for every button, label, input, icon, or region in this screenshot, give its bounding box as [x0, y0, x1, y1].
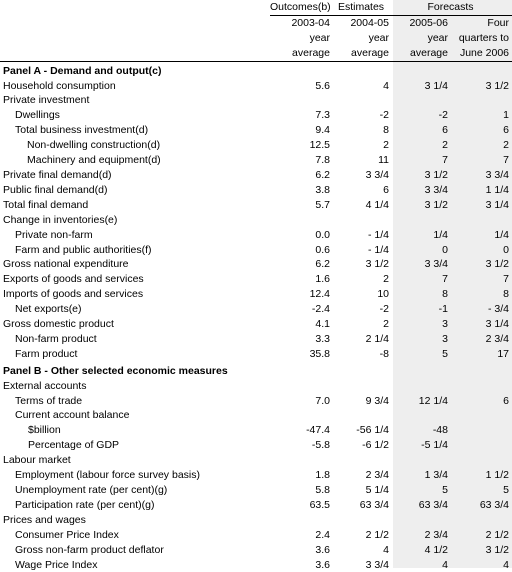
- row-value-col3: [392, 513, 451, 528]
- row-value-col1: -5.8: [311, 439, 330, 452]
- row-value-col2: [333, 453, 392, 468]
- row-value-col4: [451, 213, 512, 228]
- table-row: [0, 513, 512, 528]
- table-row: [0, 332, 512, 347]
- header-row-mid: [0, 31, 512, 46]
- row-value-col2: -6 1/2: [362, 439, 389, 452]
- row-value-col4: 3 3/4: [485, 168, 510, 181]
- row-value-col2: -2: [379, 109, 389, 122]
- row-value-col4: 63 3/4: [479, 498, 510, 511]
- row-value-col2: 11: [378, 154, 389, 167]
- row-value-col4: 7: [503, 273, 510, 286]
- row-label: External accounts: [3, 379, 87, 392]
- row-value-col3: 3 1/4: [424, 79, 448, 92]
- row-label: Farm and public authorities(f): [15, 243, 152, 256]
- row-value-col3: [392, 213, 451, 228]
- row-value-col1: 2.4: [315, 528, 330, 541]
- row-value-col3: [392, 453, 451, 468]
- row-value-col1: 3.8: [315, 183, 330, 196]
- row-value-col4: [451, 408, 512, 423]
- row-value-col4: 6: [503, 124, 510, 137]
- table-row: [0, 287, 512, 302]
- row-value-col1: 6.2: [315, 168, 330, 181]
- row-value-col2: 4 1/4: [365, 198, 389, 211]
- table-row: [0, 528, 512, 543]
- row-value-col1: 7.3: [315, 109, 330, 122]
- row-value-col2: 63 3/4: [359, 498, 389, 511]
- outcomes-header: Outcomes(b): [270, 0, 333, 15]
- row-value-col1: 1.8: [315, 469, 330, 482]
- row-label: Farm product: [15, 347, 78, 360]
- row-value-col2: 2 1/2: [365, 528, 389, 541]
- row-value-col4: 1/4: [494, 228, 510, 241]
- row-value-col3: 3: [442, 332, 448, 345]
- col2-bot: average: [333, 46, 392, 61]
- row-value-col1: [270, 453, 333, 468]
- row-value-col4: [451, 423, 512, 438]
- col1-year: 2003-04: [291, 16, 330, 29]
- row-value-col4: 1 1/2: [485, 469, 510, 482]
- row-label: Unemployment rate (per cent)(g): [15, 484, 168, 496]
- table-row: [0, 257, 512, 272]
- table-row: [0, 79, 512, 94]
- row-value-col2: 2 1/4: [365, 332, 389, 345]
- row-value-col4: 17: [497, 347, 510, 360]
- row-value-col4: - 3/4: [488, 303, 510, 316]
- row-value-col1: -47.4: [306, 424, 330, 437]
- row-value-col3: 4: [442, 558, 448, 571]
- panel-b-title: Panel B - Other selected economic measures: [3, 364, 228, 377]
- row-value-col2: 2: [383, 273, 389, 286]
- row-value-col1: [270, 379, 333, 394]
- row-value-col1: 7.8: [315, 154, 330, 167]
- row-value-col4: 2 1/2: [485, 528, 510, 541]
- row-label: Terms of trade: [15, 394, 83, 407]
- row-value-col3: [392, 379, 451, 394]
- row-value-col3: -48: [432, 424, 448, 437]
- row-label: Gross domestic product: [3, 318, 114, 331]
- row-value-col4: 2: [503, 139, 510, 152]
- row-value-col4: 0: [503, 243, 510, 256]
- table-row: [0, 468, 512, 483]
- row-value-col2: 3 1/2: [365, 258, 389, 271]
- row-value-col4: 1 1/4: [485, 183, 510, 196]
- row-label: Exports of goods and services: [3, 273, 144, 286]
- row-value-col2: -56 1/4: [356, 424, 389, 437]
- row-value-col1: 9.4: [315, 124, 330, 137]
- table-row: [0, 243, 512, 258]
- row-value-col1: 0.0: [315, 228, 330, 241]
- row-label: Wage Price Index: [15, 558, 98, 571]
- row-value-col4: [451, 453, 512, 468]
- row-value-col4: 2 3/4: [485, 332, 510, 345]
- table-row: [0, 453, 512, 468]
- row-value-col2: -2: [379, 303, 389, 316]
- table-row: [0, 394, 512, 409]
- row-value-col4: 3 1/2: [485, 79, 510, 92]
- row-label: Dwellings: [15, 109, 60, 122]
- col1-mid: year: [309, 31, 330, 44]
- row-value-col4: 5: [503, 484, 510, 496]
- row-value-col3: -1: [438, 303, 448, 316]
- row-label: Private non-farm: [15, 228, 93, 241]
- row-value-col3: 1/4: [433, 228, 448, 241]
- row-value-col1: -2.4: [311, 303, 330, 316]
- row-value-col2: 2 3/4: [365, 469, 389, 482]
- row-label: Private investment: [3, 94, 90, 107]
- table-row: [0, 138, 512, 153]
- row-value-col2: [333, 379, 392, 394]
- table-row: [0, 558, 512, 572]
- table-row: [0, 183, 512, 198]
- table-row: [0, 168, 512, 183]
- row-value-col3: 6: [442, 124, 448, 137]
- table-row: [0, 198, 512, 213]
- row-value-col1: 5.8: [315, 484, 330, 496]
- row-value-col3: 5: [442, 347, 448, 360]
- row-value-col4: 3 1/4: [485, 318, 510, 331]
- panel-a-title-row: [0, 61, 512, 78]
- col4-bot: June 2006: [451, 46, 512, 61]
- col3-year: 2005-06: [409, 16, 448, 29]
- row-value-col3: 7: [442, 273, 448, 286]
- row-value-col4: [451, 513, 512, 528]
- col3-bot: average: [392, 46, 451, 61]
- row-value-col1: 12.4: [309, 288, 330, 301]
- table-row: [0, 347, 512, 362]
- row-label: Net exports(e): [15, 303, 82, 316]
- row-value-col1: 63.5: [309, 498, 330, 511]
- row-label: Non-dwelling construction(d): [27, 139, 161, 152]
- row-value-col1: 6.2: [315, 258, 330, 271]
- col2-mid: year: [368, 31, 389, 44]
- row-value-col4: 3 1/4: [485, 198, 510, 211]
- row-value-col1: [270, 93, 333, 108]
- row-value-col1: 3.6: [315, 543, 330, 556]
- row-value-col2: -8: [379, 347, 389, 360]
- table-row: [0, 423, 512, 438]
- row-value-col2: [333, 408, 392, 423]
- row-value-col2: 2: [383, 139, 389, 152]
- row-value-col1: 7.0: [315, 394, 330, 407]
- row-value-col3: 3 1/2: [424, 198, 448, 211]
- row-value-col3: 7: [442, 154, 448, 167]
- row-label: Total final demand: [3, 198, 89, 211]
- row-value-col4: 6: [503, 394, 510, 407]
- row-value-col3: 63 3/4: [418, 498, 448, 511]
- table-row: [0, 408, 512, 423]
- table-row: [0, 213, 512, 228]
- row-value-col1: 1.6: [315, 273, 330, 286]
- forecasts-header: Forecasts: [392, 0, 512, 15]
- row-value-col3: 4 1/2: [424, 543, 448, 556]
- row-value-col1: 4.1: [315, 318, 330, 331]
- row-value-col4: 4: [503, 558, 510, 571]
- row-value-col2: 2: [383, 318, 389, 331]
- header-row-bottom: [0, 46, 512, 61]
- row-value-col1: 5.6: [315, 79, 330, 92]
- row-value-col4: [451, 438, 512, 453]
- row-label: $billion: [28, 424, 61, 437]
- row-value-col4: 1: [503, 109, 510, 122]
- row-label: Gross non-farm product deflator: [15, 543, 164, 556]
- row-value-col4: 3 1/2: [485, 543, 510, 556]
- row-label: Household consumption: [3, 79, 116, 92]
- row-value-col2: - 1/4: [367, 243, 389, 256]
- row-value-col4: 8: [503, 288, 510, 301]
- table-row: [0, 272, 512, 287]
- row-value-col1: [270, 408, 333, 423]
- row-label: Public final demand(d): [3, 183, 108, 196]
- row-value-col4: [451, 93, 512, 108]
- row-label: Total business investment(d): [15, 124, 149, 137]
- row-label: Private final demand(d): [3, 168, 112, 181]
- row-value-col3: 0: [442, 243, 448, 256]
- row-label: Participation rate (per cent)(g): [15, 498, 155, 511]
- table-row: [0, 302, 512, 317]
- row-value-col2: 3 3/4: [365, 558, 389, 571]
- header-row-groups: [0, 0, 512, 15]
- row-label: Consumer Price Index: [15, 528, 119, 541]
- row-label: Employment (labour force survey basis): [15, 469, 200, 482]
- header-row-years: [0, 15, 512, 30]
- row-value-col1: 5.7: [315, 198, 330, 211]
- table-row: [0, 93, 512, 108]
- row-value-col3: -5 1/4: [421, 439, 448, 452]
- row-value-col3: 3 3/4: [424, 183, 448, 196]
- row-value-col3: -2: [438, 109, 448, 122]
- row-value-col3: 1 3/4: [424, 469, 448, 482]
- row-value-col2: 5 1/4: [365, 484, 389, 496]
- row-value-col2: - 1/4: [367, 228, 389, 241]
- row-value-col1: 3.3: [315, 332, 330, 345]
- col1-bot: average: [270, 46, 333, 61]
- col3-mid: year: [427, 31, 448, 44]
- row-value-col3: 3: [442, 318, 448, 331]
- row-value-col4: 3 1/2: [485, 258, 510, 271]
- row-value-col2: 3 3/4: [365, 168, 389, 181]
- row-value-col3: 8: [442, 288, 448, 301]
- table-row: [0, 543, 512, 558]
- row-value-col2: 10: [377, 288, 389, 301]
- table-row: [0, 483, 512, 498]
- table-row: [0, 498, 512, 513]
- table-row: [0, 379, 512, 394]
- row-label: Percentage of GDP: [28, 439, 120, 452]
- row-value-col3: 3 3/4: [424, 258, 448, 271]
- row-value-col1: 35.8: [309, 347, 330, 360]
- row-value-col3: 12 1/4: [418, 394, 448, 407]
- row-value-col1: 3.6: [315, 558, 330, 571]
- row-value-col2: [333, 213, 392, 228]
- row-value-col2: 4: [383, 79, 389, 92]
- row-label: Change in inventories(e): [3, 213, 118, 226]
- row-value-col2: 8: [383, 124, 389, 137]
- row-value-col2: [333, 93, 392, 108]
- row-value-col1: [270, 513, 333, 528]
- row-label: Prices and wages: [3, 513, 86, 526]
- row-value-col3: [392, 93, 451, 108]
- col2-year: 2004-05: [350, 16, 389, 29]
- col4-mid: quarters to: [458, 31, 510, 44]
- row-value-col2: [333, 513, 392, 528]
- row-label: Imports of goods and services: [3, 288, 144, 301]
- estimates-header: Estimates: [333, 0, 392, 15]
- table-row: [0, 228, 512, 243]
- table-row: [0, 153, 512, 168]
- row-label: Labour market: [3, 454, 71, 467]
- panel-a-title: Panel A - Demand and output(c): [3, 64, 162, 77]
- col4-top: Four: [487, 16, 510, 29]
- row-label: Current account balance: [15, 409, 130, 422]
- row-value-col4: 7: [503, 154, 510, 167]
- table-row: [0, 123, 512, 138]
- row-value-col1: 12.5: [309, 139, 330, 152]
- row-value-col3: 3 1/2: [424, 168, 448, 181]
- row-value-col2: 4: [383, 543, 389, 556]
- row-value-col3: 5: [442, 484, 448, 496]
- row-label: Machinery and equipment(d): [27, 154, 161, 167]
- row-value-col1: 0.6: [315, 243, 330, 256]
- panel-b-title-row: [0, 362, 512, 379]
- row-value-col3: [392, 408, 451, 423]
- row-value-col4: [451, 379, 512, 394]
- row-label: Gross national expenditure: [3, 258, 129, 271]
- row-value-col1: [270, 213, 333, 228]
- table-row: [0, 438, 512, 453]
- row-value-col3: 2: [442, 139, 448, 152]
- row-label: Non-farm product: [15, 332, 97, 345]
- row-value-col2: 6: [383, 183, 389, 196]
- row-value-col3: 2 3/4: [424, 528, 448, 541]
- table-row: [0, 317, 512, 332]
- table-row: [0, 108, 512, 123]
- row-value-col2: 9 3/4: [365, 394, 389, 407]
